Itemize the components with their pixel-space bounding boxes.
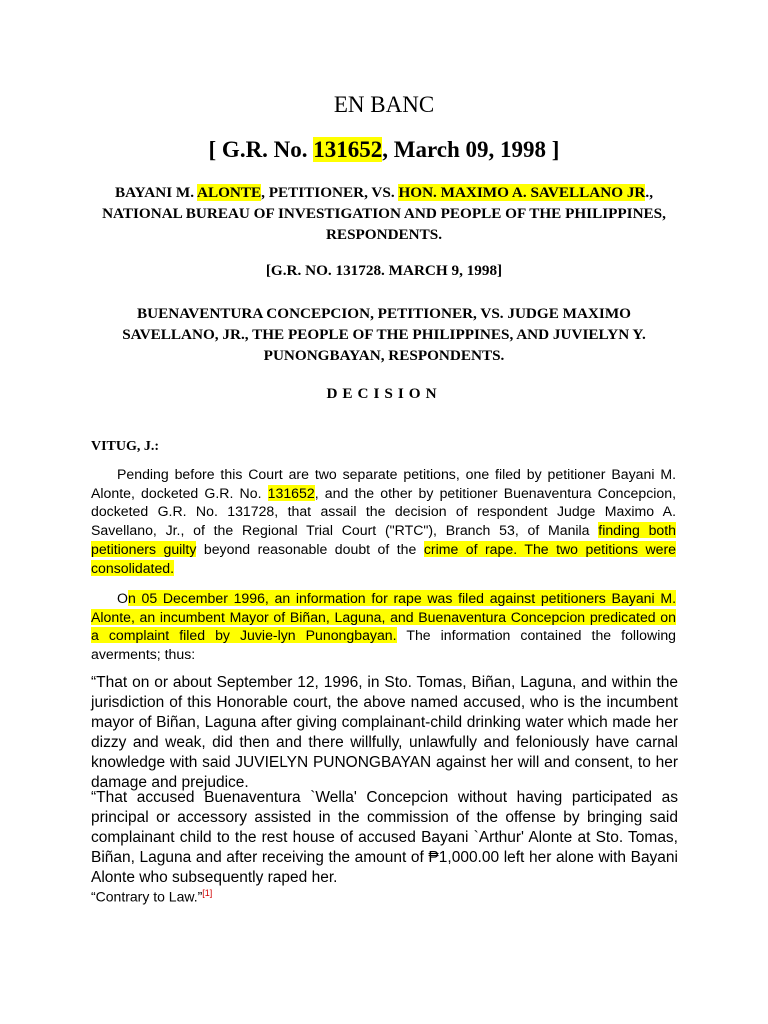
respondents-text: ., NATIONAL BUREAU OF INVESTIGATION AND PEOPLE OF THE PHILIPPINES, RESPONDENTS. — [102, 184, 666, 243]
quoted-information-1: “That on or about September 12, 1996, in Sto. Tomas, Biñan, Laguna, and within the jurisdiction of this Honorable court, the above named accused, who is the incumbent mayor of Biñan, Laguna after giving complainant-child drinking water which made her dizzy and weak, did then and there willfully, unlawfully and feloniously have carnal knowledge with said JUVIELYN PUNONGBAYAN against her will and consent, to her damage and prejudice. — [91, 674, 678, 791]
petitioner-name-highlight: ALONTE — [197, 184, 262, 201]
ponente: VITUG, J.: — [91, 439, 160, 454]
gr-date: , March 09, 1998 ] — [382, 137, 560, 162]
para1-text-c: , and the other by petitioner Buenaventura Concepcion, docketed G.R. No. 131728, that assail the decision of respondent Judge Maximo A. Savellano, Jr., of the Regional Trial Court ("RTC"), Branch 53, of Manila — [91, 484, 677, 539]
respondent-name-highlight: HON. MAXIMO A. SAVELLANO JR — [398, 184, 646, 201]
paragraph-1 — [91, 465, 676, 577]
gr-prefix: [ G.R. No. — [208, 137, 314, 162]
quoted-information-2: “That accused Buenaventura `Wella' Concepcion without having participated as principal or accessory assisted in the commission of the offense by bringing said complainant child to the rest house of accused Bayani `Arthur' Alonte at Sto. Tomas, Biñan, Laguna and after receiving the amount of ₱1,000.00 left her alone with Bayani Alonte who subsequently raped her. — [91, 789, 678, 886]
quoted-closing — [91, 883, 678, 907]
para2-text-a: O — [117, 590, 128, 606]
para1-text-e: beyond reasonable doubt of the — [196, 540, 424, 557]
parties-caption — [96, 182, 672, 245]
case-number-heading — [0, 137, 768, 163]
versus-text: , PETITIONER, VS. — [261, 184, 399, 201]
para1-text-a: Pending before this Court are two separate petitions, one filed by petitioner Bayani M. Alonte, docketed G.R. No. — [91, 466, 676, 501]
gr-number-highlight: 131652 — [313, 137, 383, 162]
court-division-heading: EN BANC — [333, 92, 435, 117]
consolidated-case-number: [G.R. NO. 131728. MARCH 9, 1998] — [265, 262, 503, 279]
contrary-to-law: “Contrary to Law.” — [91, 888, 203, 905]
para2-information-highlight: n 05 December 1996, an information for rape was filed against petitioners Bayani M. Alonte, an incumbent Mayor of Biñan, Laguna, and Buenaventura Concepcion predicated on a complaint filed by Juvie-lyn Punongbayan. — [91, 590, 676, 644]
para2-text-c: The information contained the following averments; thus: — [91, 627, 677, 663]
paragraph-2 — [91, 589, 676, 664]
para1-guilty-highlight: finding both petitioners guilty — [91, 522, 676, 557]
petitioner-prefix: BAYANI M. — [114, 184, 197, 201]
consolidated-parties-caption: BUENAVENTURA CONCEPCION, PETITIONER, VS. JUDGE MAXIMO SAVELLANO, JR., THE PEOPLE OF THE PHILIPPINES, AND JUVIELYN Y. PUNONGBAYAN, RESPONDENTS. — [122, 305, 646, 364]
para1-crime-highlight: crime of rape. The two petitions were consolidated. — [91, 540, 677, 576]
decision-heading: DECISION — [326, 385, 442, 402]
footnote-link[interactable]: [1] — [202, 888, 213, 898]
para1-case-highlight: 131652 — [267, 484, 315, 501]
